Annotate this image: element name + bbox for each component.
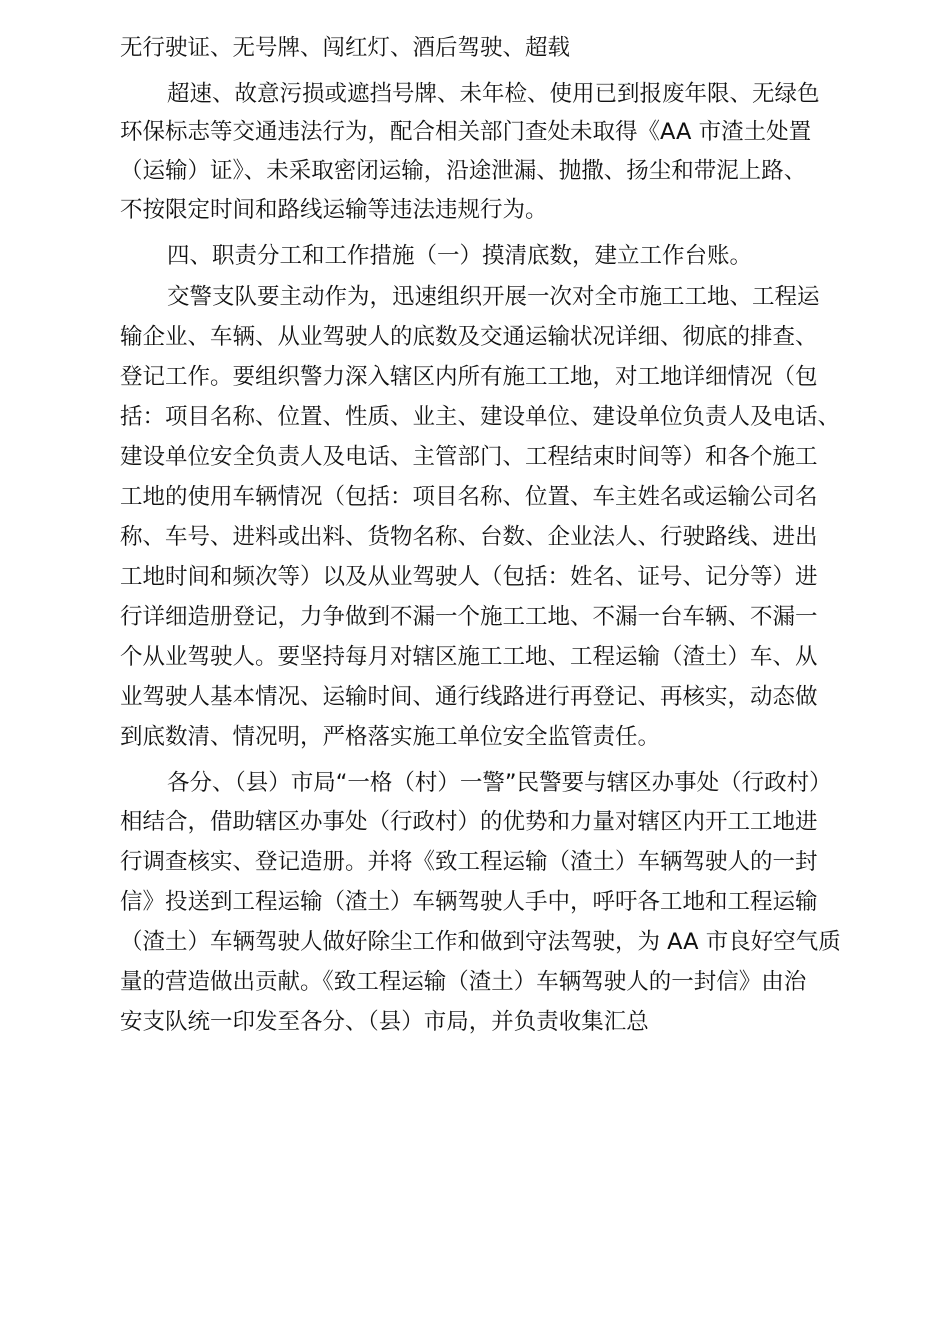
text-line: （渣土）车辆驾驶人做好除尘工作和做到守法驾驶，为 AA 市良好空气质 xyxy=(120,929,841,955)
text-line: 超速、故意污损或遮挡号牌、未年检、使用已到报废年限、无绿色 xyxy=(167,81,820,107)
text-line: （运输）证》、未采取密闭运输，沿途泄漏、抛撒、扬尘和带泥上路、 xyxy=(120,158,807,184)
text-line: 登记工作。要组织警力深入辖区内所有施工工地，对工地详细情况（包 xyxy=(120,364,818,390)
text-line: 输企业、车辆、从业驾驶人的底数及交通运输状况详细、彻底的排查、 xyxy=(120,324,818,350)
text-line: 业驾驶人基本情况、运输时间、通行线路进行再登记、再核实，动态做 xyxy=(120,684,818,710)
text-line: 行详细造册登记，力争做到不漏一个施工工地、不漏一台车辆、不漏一 xyxy=(120,604,818,630)
text-line: 无行驶证、无号牌、闯红灯、酒后驾驶、超载 xyxy=(120,35,571,61)
section-heading: 四、职责分工和工作措施（一）摸清底数，建立工作台账。 xyxy=(167,243,753,269)
text-line: 相结合，借助辖区办事处（行政村）的优势和力量对辖区内开工工地进 xyxy=(120,809,818,835)
text-line: 不按限定时间和路线运输等违法违规行为。 xyxy=(120,197,548,223)
text-line: 建设单位安全负责人及电话、主管部门、工程结束时间等）和各个施工 xyxy=(120,444,818,470)
text-line: 个从业驾驶人。要坚持每月对辖区施工工地、工程运输（渣土）车、从 xyxy=(120,644,818,670)
text-line: 工地时间和频次等）以及从业驾驶人（包括：姓名、证号、记分等）进 xyxy=(120,564,818,590)
text-line: 行调查核实、登记造册。并将《致工程运输（渣土）车辆驾驶人的一封 xyxy=(120,849,818,875)
text-line: 信》投送到工程运输（渣土）车辆驾驶人手中，呼吁各工地和工程运输 xyxy=(120,889,818,915)
text-line: 环保标志等交通违法行为，配合相关部门查处未取得《AA 市渣土处置 xyxy=(120,119,812,145)
text-line: 称、车号、进料或出料、货物名称、台数、企业法人、行驶路线、进出 xyxy=(120,524,818,550)
text-line: 括：项目名称、位置、性质、业主、建设单位、建设单位负责人及电话、 xyxy=(120,404,841,430)
text-line: 到底数清、情况明，严格落实施工单位安全监管责任。 xyxy=(120,724,661,750)
text-line: 量的营造做出贡献。《致工程运输（渣土）车辆驾驶人的一封信》由治 xyxy=(120,969,807,995)
text-line: 安支队统一印发至各分、（县）市局，并负责收集汇总 xyxy=(120,1009,649,1035)
text-line: 工地的使用车辆情况（包括：项目名称、位置、车主姓名或运输公司名 xyxy=(120,484,818,510)
text-line: 各分、（县）市局“一格（村）一警”民警要与辖区办事处（行政村） xyxy=(167,770,832,796)
text-line: 交警支队要主动作为，迅速组织开展一次对全市施工工地、工程运 xyxy=(167,284,820,310)
